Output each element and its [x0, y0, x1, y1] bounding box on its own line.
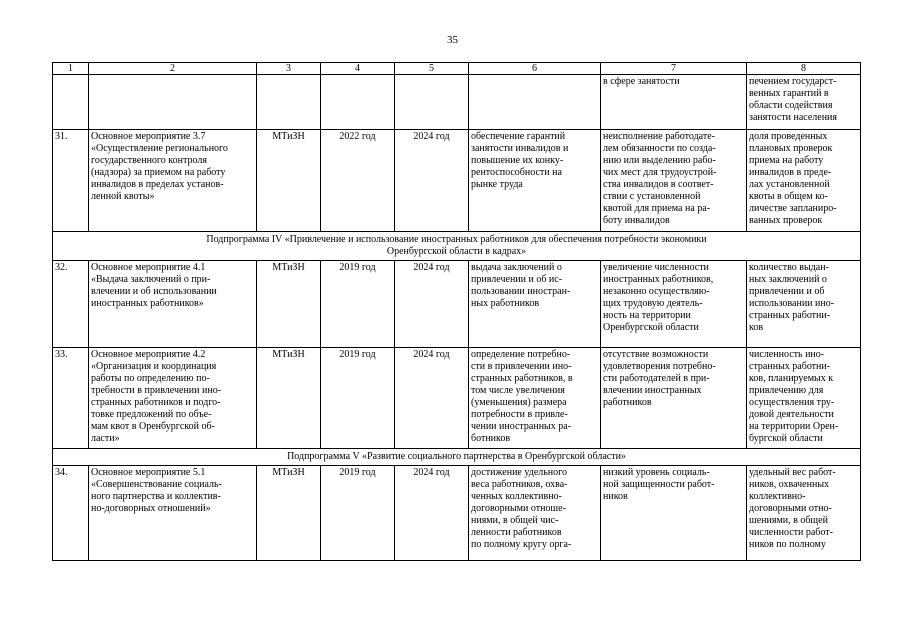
row-number: 32. [53, 261, 89, 348]
table-row [53, 466, 861, 561]
measure-name: Основное мероприятие 3.7 «Осуществление регионального государственного контроля (надзора) за приемом на работу инвалидов в пределах установ- ленной квоты» [89, 130, 257, 232]
row-number: 34. [53, 466, 89, 561]
end-year: 2024 год [395, 130, 469, 232]
executor-cell: МТиЗН [257, 348, 321, 449]
row-number: 33. [53, 348, 89, 449]
subprogram-title: Подпрограмма IV «Привлечение и использование иностранных работников для обеспечения потребности экономики Оренбургской области в кадрах» [53, 232, 861, 261]
header-cell: 3 [257, 63, 321, 75]
table-cell [321, 75, 395, 130]
measures-table [52, 62, 861, 561]
header-cell: 4 [321, 63, 395, 75]
result-cell: выдача заключений о привлечении и об ис- пользовании иностран- ных работников [469, 261, 601, 348]
indicator-cell: численность ино- странных работни- ков, планируемых к привлечению для осуществления тру- довой деятельности на территории Орен- бургской области [747, 348, 861, 449]
start-year: 2022 год [321, 130, 395, 232]
result-cell: достижение удельного веса работников, охва- ченных коллективно- договорными отноше- ниями, в общей чис- ленности работников по полному кругу орга- [469, 466, 601, 561]
header-cell: 2 [89, 63, 257, 75]
executor-cell: МТиЗН [257, 261, 321, 348]
indicator-cell: количество выдан- ных заключений о привлечении и об использовании ино- странных работни- ков [747, 261, 861, 348]
table-row [53, 348, 861, 449]
measure-name: Основное мероприятие 5.1 «Совершенствование социаль- ного партнерства и коллектив- но-договорных отношений» [89, 466, 257, 561]
subprogram-row [53, 449, 861, 466]
result-cell: обеспечение гарантий занятости инвалидов и повышение их конку- рентоспособности на рынке труда [469, 130, 601, 232]
table-row [53, 261, 861, 348]
start-year: 2019 год [321, 261, 395, 348]
header-cell: 7 [601, 63, 747, 75]
indicator-cell: удельный вес работ- ников, охваченных коллективно- договорными отно- шениями, в общей численности работ- ников по полному [747, 466, 861, 561]
subprogram-row [53, 232, 861, 261]
measure-name: Основное мероприятие 4.2 «Организация и координация работы по определению по- требности в привлечении ино- странных работников и подго- товке предложений по объе- мам квот в Оренбургской об- ласти» [89, 348, 257, 449]
table-cell [395, 75, 469, 130]
start-year: 2019 год [321, 348, 395, 449]
consequences-cell: низкий уровень социаль- ной защищенности работ- ников [601, 466, 747, 561]
consequences-cell: увеличение численности иностранных работников, незаконно осуществляю- щих трудовую деятель- ность на территории Оренбургской области [601, 261, 747, 348]
end-year: 2024 год [395, 466, 469, 561]
executor-cell: МТиЗН [257, 130, 321, 232]
header-cell: 1 [53, 63, 89, 75]
header-cell: 8 [747, 63, 861, 75]
header-cell: 5 [395, 63, 469, 75]
continuation-row [53, 75, 861, 130]
result-cell: определение потребно- сти в привлечении ино- странных работников, в том числе увеличения (уменьшения) размера потребности в привле- чении иностранных ра- ботников [469, 348, 601, 449]
table-cell [89, 75, 257, 130]
end-year: 2024 год [395, 261, 469, 348]
table-cell [469, 75, 601, 130]
row-number: 31. [53, 130, 89, 232]
indicator-cell: печением государст- венных гарантий в области содействия занятости населения [747, 75, 861, 130]
start-year: 2019 год [321, 466, 395, 561]
header-row [53, 63, 861, 75]
table-cell [53, 75, 89, 130]
table-cell [257, 75, 321, 130]
indicator-cell: доля проведенных плановых проверок приема на работу инвалидов в преде- лах установленной квоты в общем ко- личестве запланиро- ванных проверок [747, 130, 861, 232]
page-number: 35 [447, 34, 458, 46]
table-row [53, 130, 861, 232]
consequences-cell: неисполнение работодате- лем обязанности по созда- нию или выделению рабо- чих мест для трудоустрой- ства инвалидов в соответ- ствии с установленной квотой для приема на ра- боту инвалидов [601, 130, 747, 232]
end-year: 2024 год [395, 348, 469, 449]
consequences-cell: в сфере занятости [601, 75, 747, 130]
measure-name: Основное мероприятие 4.1 «Выдача заключений о при- влечении и об использовании иностранных работников» [89, 261, 257, 348]
executor-cell: МТиЗН [257, 466, 321, 561]
subprogram-title: Подпрограмма V «Развитие социального партнерства в Оренбургской области» [53, 449, 861, 466]
consequences-cell: отсутствие возможности удовлетворения потребно- сти работодателей в при- влечении иностранных работников [601, 348, 747, 449]
header-cell: 6 [469, 63, 601, 75]
